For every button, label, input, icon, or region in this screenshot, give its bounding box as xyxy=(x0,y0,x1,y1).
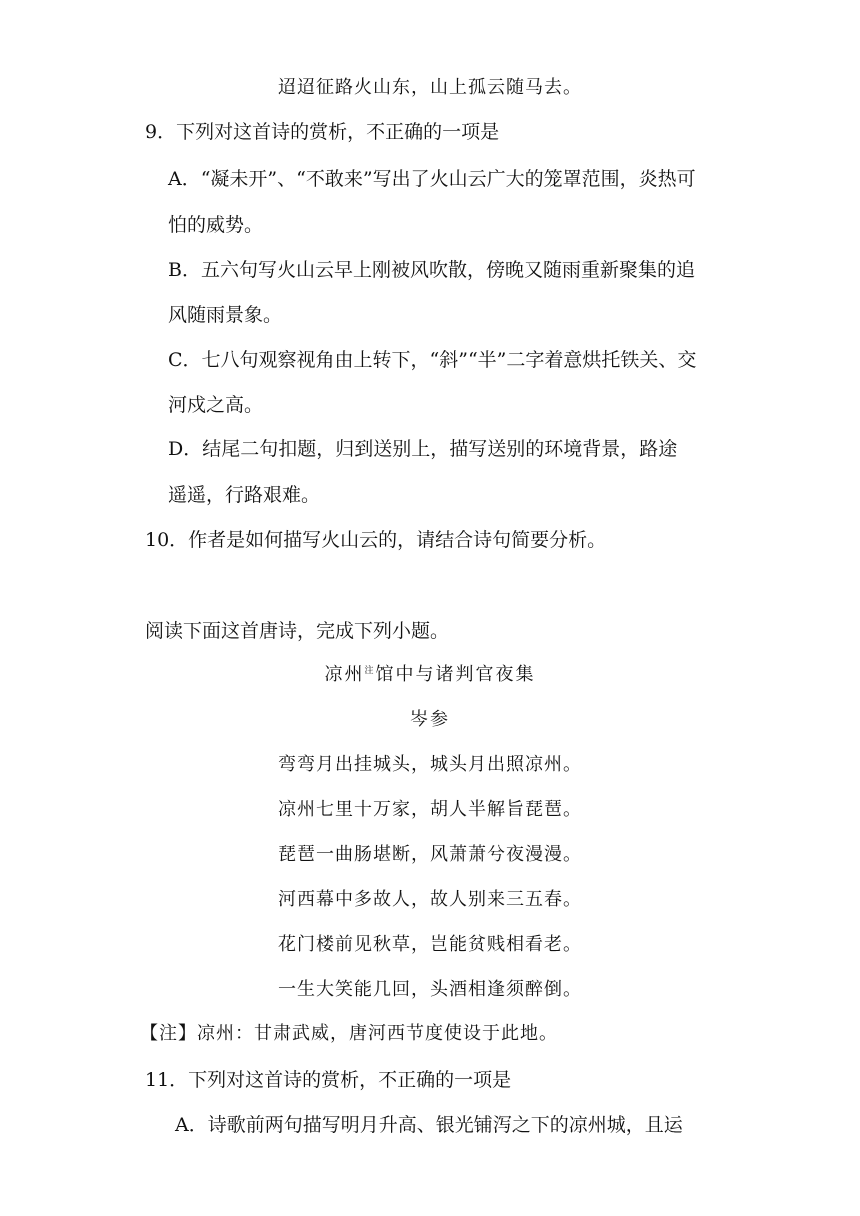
poem2-title-part2: 馆中与诸判官夜集 xyxy=(375,664,536,685)
reading-instruction: 阅读下面这首唐诗，完成下列小题。 xyxy=(145,620,450,642)
poem2-line: 琵琶一曲肠堪断，风萧萧兮夜漫漫。 xyxy=(278,844,582,865)
poem2-title-note-mark: 注 xyxy=(364,666,376,676)
poem2-line: 花门楼前见秋草，岂能贫贱相看老。 xyxy=(278,934,582,955)
poem2-title xyxy=(0,663,860,687)
poem2-line: 一生大笑能几回，头酒相逢须醉倒。 xyxy=(278,979,582,1000)
poem2-author: 岑参 xyxy=(410,709,450,730)
question-9-stem: 9．下列对这首诗的赏析，不正确的一项是 xyxy=(145,121,500,143)
poem2-title-part1: 凉州 xyxy=(324,664,365,685)
poem1-last-line: 迢迢征路火山东，山上孤云随马去。 xyxy=(278,77,582,98)
poem2-line: 河西幕中多故人，故人别来三五春。 xyxy=(278,889,582,910)
poem2-note: 【注】凉州：甘肃武威，唐河西节度使设于此地。 xyxy=(140,1023,558,1044)
question-11-option-a: A．诗歌前两句描写明月升高、银光铺泻之下的凉州城，且运 xyxy=(175,1114,683,1136)
poem2-line: 凉州七里十万家，胡人半解旨琵琶。 xyxy=(278,799,582,820)
poem2-line: 弯弯月出挂城头，城头月出照凉州。 xyxy=(278,754,582,775)
question-11-stem: 11．下列对这首诗的赏析，不正确的一项是 xyxy=(145,1069,512,1091)
question-10-stem: 10．作者是如何描写火山云的，请结合诗句简要分析。 xyxy=(145,529,607,551)
